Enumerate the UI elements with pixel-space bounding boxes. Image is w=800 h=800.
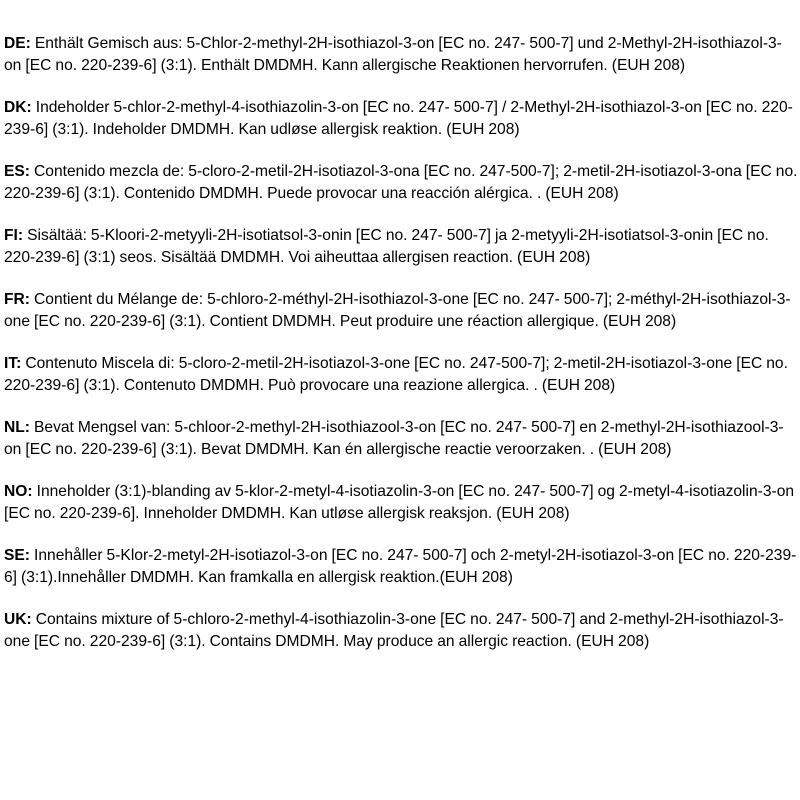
entry-se: [4, 545, 798, 588]
language-code: IT:: [4, 355, 22, 372]
entry-text: Contains mixture of 5-chloro-2-methyl-4-isothiazolin-3-one [EC no. 247- 500-7] and 2-methyl-2H-isothiazol-3-one [EC no. 220-239-6] (3:1). Contains DMDMH. May produce an allergic reaction. (EUH 208): [4, 611, 784, 650]
entry-no: [4, 481, 798, 524]
entry-dk: [4, 97, 798, 140]
language-code: ES:: [4, 163, 30, 180]
entry-text: Sisältää: 5-Kloori-2-metyyli-2H-isotiatsol-3-onin [EC no. 247- 500-7] ja 2-metyyli-2H-isotiatsol-3-onin [EC no. 220-239-6] (3:1) seos. Sisältää DMDMH. Voi aiheuttaa allergisen reaction. (EUH 208): [4, 227, 769, 266]
entry-text: Bevat Mengsel van: 5-chloor-2-methyl-2H-isothiazool-3-on [EC no. 247- 500-7] en 2-methyl-2H-isothiazool-3-on [EC no. 220-239-6] (3:1). Bevat DMDMH. Kan én allergische reactie veroorzaken. . (EUH 208): [4, 419, 784, 458]
entry-text: Inneholder (3:1)-blanding av 5-klor-2-metyl-4-isotiazolin-3-on [EC no. 247- 500-7] og 2-metyl-4-isotiazolin-3-on [EC no. 220-239-6]. Inneholder DMDMH. Kan utløse allergisk reaksjon. (EUH 208): [4, 483, 795, 522]
language-code: NL:: [4, 419, 30, 436]
entry-text: Contenuto Miscela di: 5-cloro-2-metil-2H-isotiazol-3-one [EC no. 247-500-7]; 2-metil-2H-isotiazol-3-one [EC no. 220-239-6] (3:1). Contenuto DMDMH. Può provocare una reazione allergica. . (EUH 208): [4, 355, 788, 394]
entry-de: [4, 33, 798, 76]
language-code: DK:: [4, 99, 32, 116]
entry-nl: [4, 417, 798, 460]
entry-text: Contenido mezcla de: 5-cloro-2-metil-2H-isotiazol-3-ona [EC no. 247-500-7]; 2-metil-2H-isotiazol-3-ona [EC no. 220-239-6] (3:1). Contenido DMDMH. Puede provocar una reacción alérgica. . (EUH 208): [4, 163, 798, 202]
language-code: SE:: [4, 547, 30, 564]
language-code: UK:: [4, 611, 32, 628]
language-code: FI:: [4, 227, 24, 244]
entry-fi: [4, 225, 798, 268]
entry-text: Indeholder 5-chlor-2-methyl-4-isothiazolin-3-on [EC no. 247- 500-7] / 2-Methyl-2H-isothiazol-3-on [EC no. 220-239-6] (3:1). Indeholder DMDMH. Kan udløse allergisk reaktion. (EUH 208): [4, 99, 793, 138]
language-code: NO:: [4, 483, 33, 500]
entry-text: Contient du Mélange de: 5-chloro-2-méthyl-2H-isothiazol-3-one [EC no. 247- 500-7]; 2-méthyl-2H-isothiazol-3-one [EC no. 220-239-6] (3:1). Contient DMDMH. Peut produire une réaction allergique. (EUH 208): [4, 291, 791, 330]
language-code: FR:: [4, 291, 30, 308]
entry-es: [4, 161, 798, 204]
language-code: DE:: [4, 35, 31, 52]
entry-it: [4, 353, 798, 396]
entry-uk: [4, 609, 798, 652]
entry-fr: [4, 289, 798, 332]
entry-text: Innehåller 5-Klor-2-metyl-2H-isotiazol-3-on [EC no. 247- 500-7] och 2-metyl-2H-isotiazol-3-on [EC no. 220-239-6] (3:1).Innehåller DMDMH. Kan framkalla en allergisk reaktion.(EUH 208): [4, 547, 797, 586]
entry-text: Enthält Gemisch aus: 5-Chlor-2-methyl-2H-isothiazol-3-on [EC no. 247- 500-7] und 2-Methyl-2H-isothiazol-3-on [EC no. 220-239-6] (3:1). Enthält DMDMH. Kann allergische Reaktionen hervorrufen. (EUH 208): [4, 35, 782, 74]
